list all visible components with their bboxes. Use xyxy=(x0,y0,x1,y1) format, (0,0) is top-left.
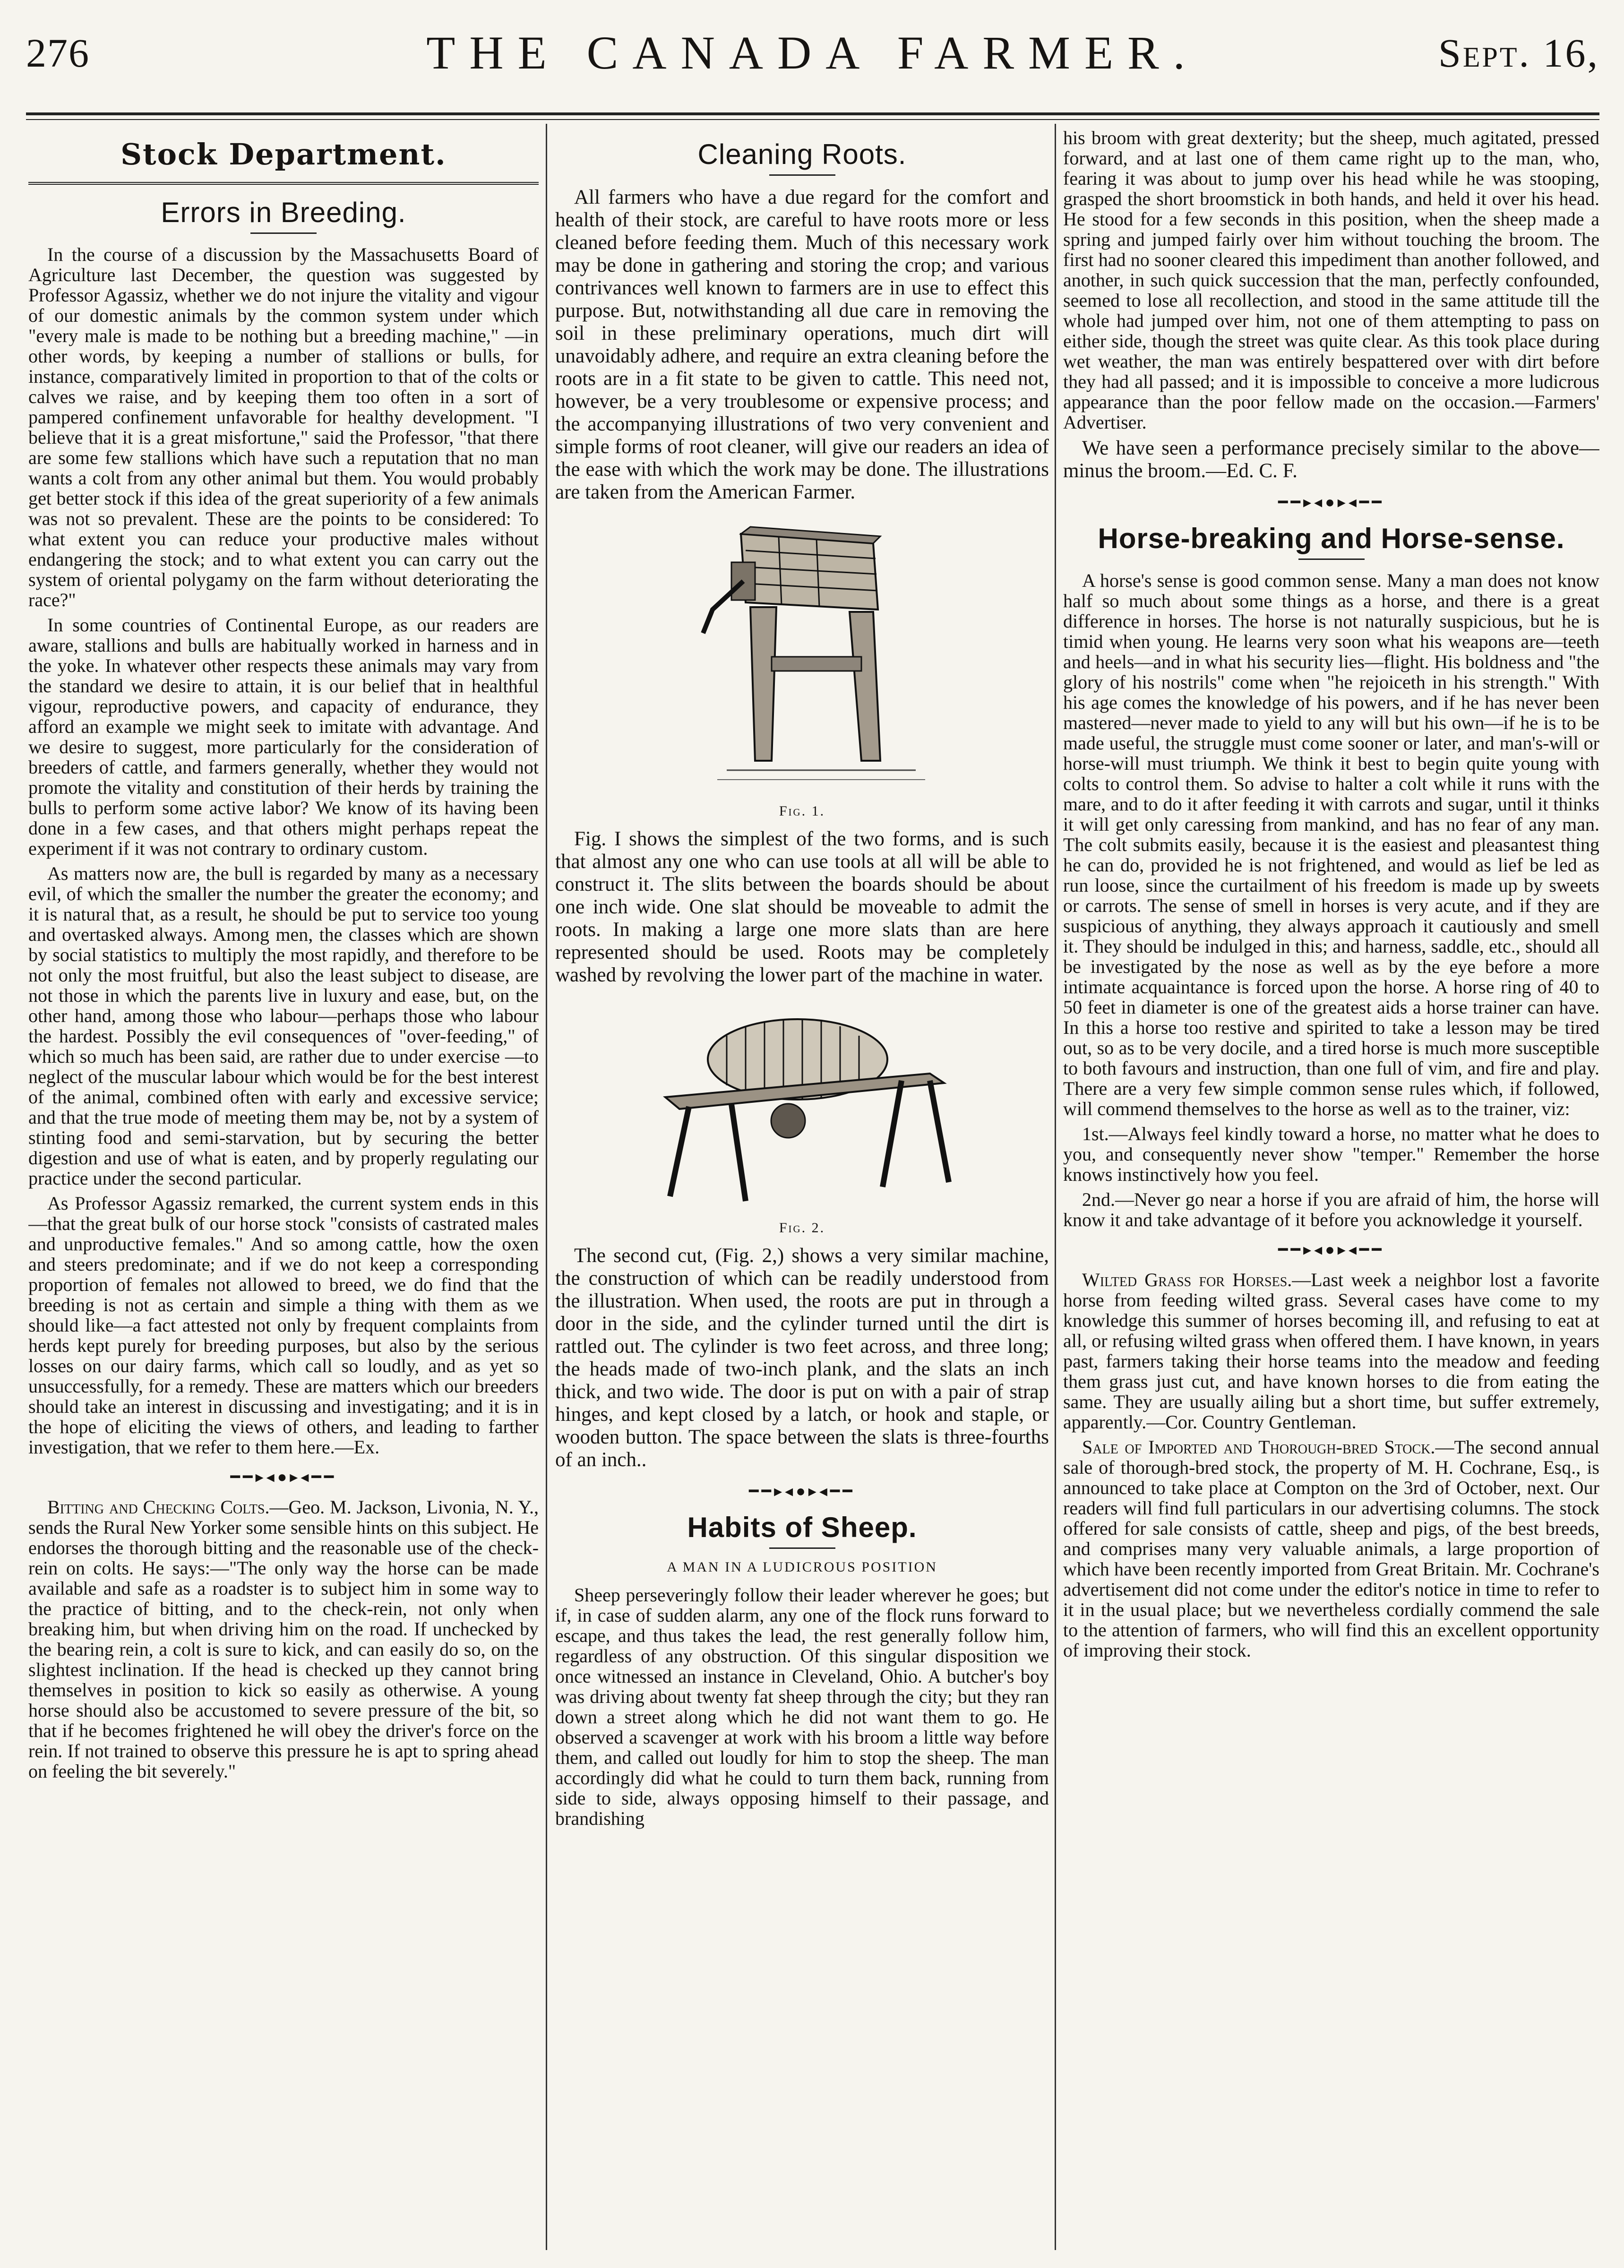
column-2 xyxy=(555,128,1049,2259)
ornament-divider: ━━▸◂●▸◂━━ xyxy=(1278,494,1384,511)
article-title-horse-breaking: Horse-breaking and Horse-sense. xyxy=(1098,523,1565,554)
paragraph: As Professor Agassiz remarked, the current system ends in this—that the great bulk of our horse stock "consists of castrated males and unproductive females." And so among cattle, how the oxen and steers predominate; and if we do not keep a corresponding proportion of females not allowed to breed, we do find that the breeding is not as certain and simple a thing with them as we should like—a fact attested not only by frequent complaints from herds kept purely for breeding purposes, but also by the serious losses on our dairy farms, which call so loudly, and as yet so unsuccessfully, for a remedy. These are matters which our breeders should take an interest in discussing and investigating; and it is in the hope of eliciting the views of others, and leading to farther investigation, that we refer to them here.—Ex. xyxy=(28,1193,539,1458)
column-1 xyxy=(28,128,539,2259)
paragraph: As matters now are, the bull is regarded by many as a necessary evil, of which the smaller the number the greater the economy; and it is natural that, as a result, he should be put to service too young and overtasked always. Among men, the classes which are shown by social statistics to multiply the most rapidly, and therefore to be not only the most fruitful, but also the least subject to disease, are not those in which the parents live in luxury and ease, but, on the other hand, among those who labour—perhaps those who labour the hardest. Possibly the evil consequences of "over-feeding," of which so much has been said, are rather due to under exercise —to neglect of the muscular labour which would be for the best interest of the animal, combined often with early and excessive service; and that the true mode of meeting them may be, not by a system of stinting food and semi-starvation, but by securing the better digestion and use of what is eaten, and by properly regulating our practice under the second particular. xyxy=(28,863,539,1189)
paragraph-stock-sale xyxy=(1063,1437,1599,1660)
ornament-divider: ━━▸◂●▸◂━━ xyxy=(749,1483,855,1500)
editor-note: We have seen a performance precisely similar to the above—minus the broom.—Ed. C. F. xyxy=(1063,437,1599,482)
column-3 xyxy=(1063,128,1599,2259)
article-title-cleaning-roots: Cleaning Roots. xyxy=(697,138,907,170)
paragraph: Fig. I shows the simplest of the two forms, and is such that almost any one who can use tools at all will be able to construct it. The slits between the boards should be about one inch wide. One slat should be moveable to admit the roots. In making a large one more slats than are here represented should be used. Roots may be completely washed by revolving the lower part of the machine in water. xyxy=(555,828,1049,986)
paragraph-text: —Last week a neighbor lost a favorite horse from feeding wilted grass. Several cases have come to my knowledge this summer of horses becoming ill, and refusing to eat at all, or refusing wilted grass when offered them. I have known, in years past, farmers taking their horse teams into the meadow and feeding them grass just cut, and have known horses to die from eating the same. They are usually ailing but a short time, but suffer extremely, apparently.—Cor. Country Gentleman. xyxy=(1063,1269,1599,1433)
root-cleaner-fig2-illustration xyxy=(637,998,968,1215)
paragraph-continued: his broom with great dexterity; but the sheep, much agitated, pressed forward, and at last one of them came right up to the man, who, fearing it was about to jump over his head while he was stooping, grasped the short broomstick in both hands, and held it over his head. He stood for a few seconds in this position, when the sheep made a spring and jumped fairly over him without touching the broom. The first had no sooner cleared this impediment than another followed, and another, in such quick succession that the man, perfectly confounded, seemed to lose all recollection, and stood in the same attitude till the whole had jumped over him, not one of them attempting to pass on either side, though the street was quite clear. As this took place during wet weather, the man was entirely bespattered over with dirt before they had all passed; and it is impossible to conceive a more ludicrous appearance than the poor fellow made on the occasion.—Farmers' Advertiser. xyxy=(1063,128,1599,433)
paragraph: Sheep perseveringly follow their leader wherever he goes; but if, in case of sudden alarm, any one of the flock runs forward to escape, and thus takes the lead, the rest generally follow him, regardless of any obstruction. Of this singular disposition we once witnessed an instance in Cleveland, Ohio. A butcher's boy was driving about twenty fat sheep through the city; but they ran down a street along which he did not want them to go. He observed a scavenger at work with his broom a little way before them, and called out loudly for him to stop the sheep. The man accordingly did what he could to turn them back, running from side to side, always opposing himself to their passage, and brandishing xyxy=(555,1584,1049,1829)
figure-caption-1: Fig. 1. xyxy=(779,803,825,819)
figure-caption-2: Fig. 2. xyxy=(779,1220,825,1236)
column-divider-2 xyxy=(1055,124,1056,2250)
paragraph: The second cut, (Fig. 2,) shows a very similar machine, the construction of which can be readily understood from the illustration. When used, the roots are put in through a door in the side, and the cylinder turned until the dirt is rattled out. The cylinder is two feet across, and three long; the heads made of two-inch plank, and the slats an inch thick, and two wide. The door is put on with a pair of strap hinges, and kept closed by a latch, or hook and staple, or wooden button. The space between the slats is three-fourths of an inch.. xyxy=(555,1245,1049,1471)
paragraph-text: —The second annual sale of thorough-bred stock, the property of M. H. Cochrane, Esq., is announced to take place at Compton on the 3rd of October, next. Our readers will find full particulars in our advertising columns. The stock offered for sale consists of cattle, sheep and pigs, of the best breeds, and comprises many very valuable animals, a large proportion of which have been recently imported from Great Britain. Mr. Cochrane's advertisement did not come under the editor's notice in time to refer to it in the usual place; but we nevertheless cordially commend the sale to the attention of farmers, who will find this an excellent opportunity of improving their stock. xyxy=(1063,1436,1599,1661)
paragraph: In the course of a discussion by the Massachusetts Board of Agriculture last December, the question was suggested by Professor Agassiz, whether we do not injure the vitality and vigour of our domestic animals by the common system under which "every male is made to be nothing but a breeding machine," —in other words, by keeping a number of stallions or bulls, for instance, comparatively limited in proportion to that of the colts or calves we raise, and by keeping them too often in a sort of pampered confinement unfavorable for healthy development. "I believe that it is a great misfortune," said the Professor, "that there are some few stallions which have such a reputation that no man wants a colt from any other animal but them. You would probably get better stock if this idea of the great superiority of a few animals was not so prevalent. These are the points to be considered: To what extent you can reduce your productive males without endangering the stock; and to what extent you can carry out the system of oriental polygamy on the farm without deteriorating the race?" xyxy=(28,244,539,610)
lead-in: Sale of Imported and Thorough-bred Stock. xyxy=(1082,1436,1435,1458)
paragraph: All farmers who have a due regard for the comfort and health of their stock, are careful to have roots more or less cleaned before feeding them. Much of this necessary work may be done in gathering and storing the crop; and various contrivances well known to farmers are in use to effect this purpose. But, notwithstanding all due care in removing the soil in these preliminary operations, much dirt will unavoidably adhere, and require an extra cleaning before the roots are in a fit state to be given to cattle. This need not, however, be a very troublesome or expensive process; and the accompanying illustrations of two very convenient and simple forms of root cleaner, will give our readers an idea of the ease with which the work may be done. The illustrations are taken from the American Farmer. xyxy=(555,186,1049,503)
article-subtitle: A MAN IN A LUDICROUS POSITION xyxy=(667,1559,937,1575)
paragraph: In some countries of Continental Europe, as our readers are aware, stallions and bulls are habitually worked in harness and in the yoke. In whatever other respects these animals may vary from the standard we desire to attain, it is our belief that in healthful vigour, reproductive powers, and capacity of endurance, they afford an example we might seek to imitate with advantage. And we desire to suggest, more particularly for the consideration of breeders of cattle, and farmers generally, whether they would not promote the vitality and constitution of their herds by training the bulls to perform some active labor? We know of its having been done in a few cases, and that others might perhaps repeat the experiment if it was not contrary to ordinary custom. xyxy=(28,614,539,859)
paragraph: A horse's sense is good common sense. Many a man does not know half so much about some things as a horse, and there is a great difference in horses. The horse is not naturally suspicious, but he is timid when young. He learns very soon what his weapons are—teeth and heels—and in what his security lies—flight. His boldness and "the glory of his nostrils" come when "he rejoiceth in his strength." With his age comes the knowledge of his powers, and if he has never been mastered—never made to yield to any will but his own—if he is to be made useful, the struggle must come sooner or later, and man's-will or horse-will must triumph. We think it best to begin quite young with colts to control them. So advise to halter a colt while it runs with the mare, and to do it after feeding it with carrots and sugar, until it thinks it will get only caressing from mankind, and has no fear of any man. The colt submits easily, because it is the easiest and pleasantest thing he can do, provided he is not frightened, and would as lief be led as run loose, since the curtailment of his freedom is made up by sweets or carrots. The sense of smell in horses is very acute, and if they are suspicious of anything, they always approach it cautiously and smell it. They should be indulged in this; and harness, saddle, etc., should all be investigated by the nose as well as by the eye before a more intimate acquaintance is forced upon the horse. A horse ring of 40 to 50 feet in diameter is one of the greatest aids a horse trainer can have. In this a horse too restive and spirited to take a lesson may be tired out, so as to be very docile, and a tired horse is much more susceptible to both favours and instruction, than one full of vim, and fire and play. There are a very few simple common sense rules which, if followed, will commend themselves to the horse as well as to the trainer, viz: xyxy=(1063,570,1599,1119)
masthead xyxy=(26,19,1599,104)
title-underline xyxy=(1298,558,1365,560)
column-divider-1 xyxy=(546,124,547,2250)
masthead-rule-thin xyxy=(26,119,1599,120)
title-underline xyxy=(769,174,835,176)
article-title-habits-of-sheep: Habits of Sheep. xyxy=(687,1512,917,1543)
page-number: 276 xyxy=(26,30,90,76)
article-title-errors-in-breeding: Errors in Breeding. xyxy=(161,197,406,228)
ornament-divider: ━━▸◂●▸◂━━ xyxy=(230,1469,337,1486)
paragraph-wilted-grass xyxy=(1063,1270,1599,1432)
title-underline xyxy=(250,232,317,234)
title-underline xyxy=(769,1547,835,1549)
paragraph-text: —Geo. M. Jackson, Livonia, N. Y., sends the Rural New Yorker some sensible hints on this subject. He endorses the thorough bitting and the reasonable use of the check-rein on colts. He says:—"The only way the horse can be made available and safe as a roadster is to subject him in some way to the practice of bitting, and to the check-rein, not only when breaking him, but when driving him on the road. If unchecked by the bearing rein, a colt is sure to kick, and can easily do so, on the slightest inclination. If the head is checked up they cannot bring themselves in position to kick so easily as otherwise. A young horse should also be accustomed to severe pressure of the bit, so that if he becomes frightened he will obey the driver's force on the rein. If not trained to observe this pressure he is apt to spring ahead on feeling the bit severely." xyxy=(28,1496,539,1782)
lead-in: Bitting and Checking Colts. xyxy=(47,1496,270,1518)
section-rule xyxy=(28,182,539,185)
rule-2: 2nd.—Never go near a horse if you are afraid of him, the horse will know it and take advantage of it before you acknowledge it yourself. xyxy=(1063,1189,1599,1230)
department-heading: Stock Department. xyxy=(120,137,447,172)
ornament-divider: ━━▸◂●▸◂━━ xyxy=(1278,1241,1384,1259)
masthead-rule xyxy=(26,112,1599,115)
root-cleaner-fig1-illustration xyxy=(670,515,935,799)
lead-in: Wilted Grass for Horses. xyxy=(1082,1269,1292,1290)
issue-date: Sept. 16, xyxy=(1438,30,1599,76)
rule-1: 1st.—Always feel kindly toward a horse, no matter what he does to you, and consequently never show "temper." Remember the horse knows instinctively how you feel. xyxy=(1063,1123,1599,1185)
newspaper-title: THE CANADA FARMER. xyxy=(426,26,1199,79)
paragraph-bitting-colts xyxy=(28,1497,539,1781)
